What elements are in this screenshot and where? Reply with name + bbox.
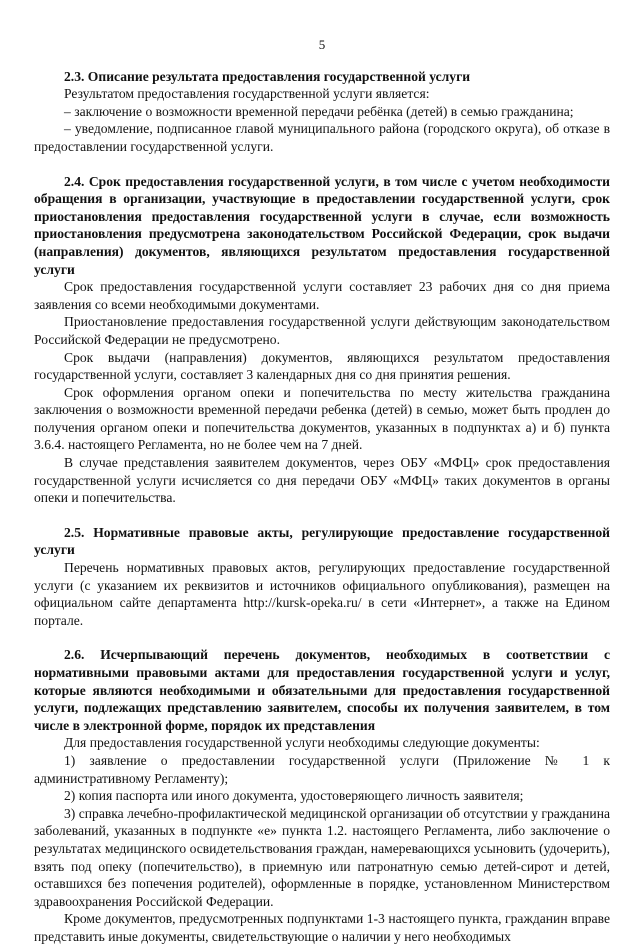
section-heading: 2.5. Нормативные правовые акты, регулирующие предоставление государственной услуги bbox=[34, 524, 610, 558]
list-item: – заключение о возможности временной передачи ребёнка (детей) в семью гражданина; bbox=[64, 103, 574, 119]
paragraph: Перечень нормативных правовых актов, регулирующих предоставление государственной услуги (с указанием их реквизитов и источников официального опубликования), размещен на официальном сайте департамента http://kursk-opeka.ru/ в сети «Интернет», а также на Едином портале. bbox=[34, 560, 610, 628]
section-2-6 bbox=[34, 646, 610, 945]
section-heading: 2.4. Срок предоставления государственной услуги, в том числе с учетом необходимости обращения в организации, участвующие в предоставлении государственной услуги, срок приостановления предоставления государственной услуги в случае, если возможность приостановления предусмотрена законодательством Российской Федерации, срок выдачи (направления) документов, являющихся результатом предоставления государственной услуги bbox=[34, 173, 610, 277]
list-item: 3) справка лечебно-профилактической медицинской организации об отсутствии у гражданина заболеваний, указанных в подпункте «е» пункта 1.2. настоящего Регламента, либо заключение о результатах медицинского освидетельствования граждан, намеревающихся усыновить (удочерить), взять под опеку (попечительство), в приемную или патронатную семью детей-сирот и детей, оставшихся без попечения родителей), оформленные в порядке, установленном Министерством здравоохранения Российской Федерации. bbox=[34, 805, 611, 909]
section-2-5 bbox=[34, 524, 610, 630]
paragraph: Для предоставления государственной услуги необходимы следующие документы: bbox=[64, 735, 540, 751]
section-heading: 2.3. Описание результата предоставления государственной услуги bbox=[64, 68, 471, 84]
paragraph: Приостановление предоставления государственной услуги действующим законодательством Российской Федерации не предусмотрено. bbox=[34, 314, 610, 347]
section-heading: 2.6. Исчерпывающий перечень документов, необходимых в соответствии с нормативными правовыми актами для предоставления государственной услуги и услуг, которые являются необходимыми и обязательными для предоставления государственной услуги, подлежащих представлению заявителем, способы их получения заявителем, в том числе в электронной форме, порядок их представления bbox=[34, 647, 610, 733]
list-item: – уведомление, подписанное главой муниципального района (городского округа), об отказе в предоставлении государственной услуги. bbox=[34, 121, 610, 154]
paragraph: Кроме документов, предусмотренных подпунктами 1-3 настоящего пункта, гражданин вправе представить иные документы, свидетельствующие о наличии у него необходимых bbox=[34, 911, 610, 944]
list-item: 2) копия паспорта или иного документа, удостоверяющего личность заявителя; bbox=[64, 788, 524, 804]
paragraph: Результатом предоставления государственной услуги является: bbox=[64, 86, 430, 102]
list-item: 1) заявление о предоставлении государственной услуги (Приложение № 1 к административному Регламенту); bbox=[34, 752, 610, 786]
paragraph: В случае представления заявителем документов, через ОБУ «МФЦ» срок предоставления государственной услуги исчисляется со дня передачи ОБУ «МФЦ» таких документов в органы опеки и попечительства. bbox=[34, 455, 610, 506]
section-2-3 bbox=[34, 68, 610, 156]
paragraph: Срок предоставления государственной услуги составляет 23 рабочих дня со дня приема заявления со всеми необходимыми документами. bbox=[34, 279, 610, 312]
paragraph: Срок оформления органом опеки и попечительства по месту жительства гражданина заключения о возможности временной передачи ребенка (детей) в семью, может быть продлен до получения органом опеки и попечительства документов, указанных в подпунктах а) и б) пункта 3.6.4. настоящего Регламента, но не более чем на 7 дней. bbox=[34, 384, 610, 453]
section-2-4 bbox=[34, 173, 610, 507]
paragraph: Срок выдачи (направления) документов, являющихся результатом предоставления государственной услуги, составляет 3 календарных дня со дня принятия решения. bbox=[34, 349, 610, 383]
page-number: 5 bbox=[318, 37, 326, 52]
